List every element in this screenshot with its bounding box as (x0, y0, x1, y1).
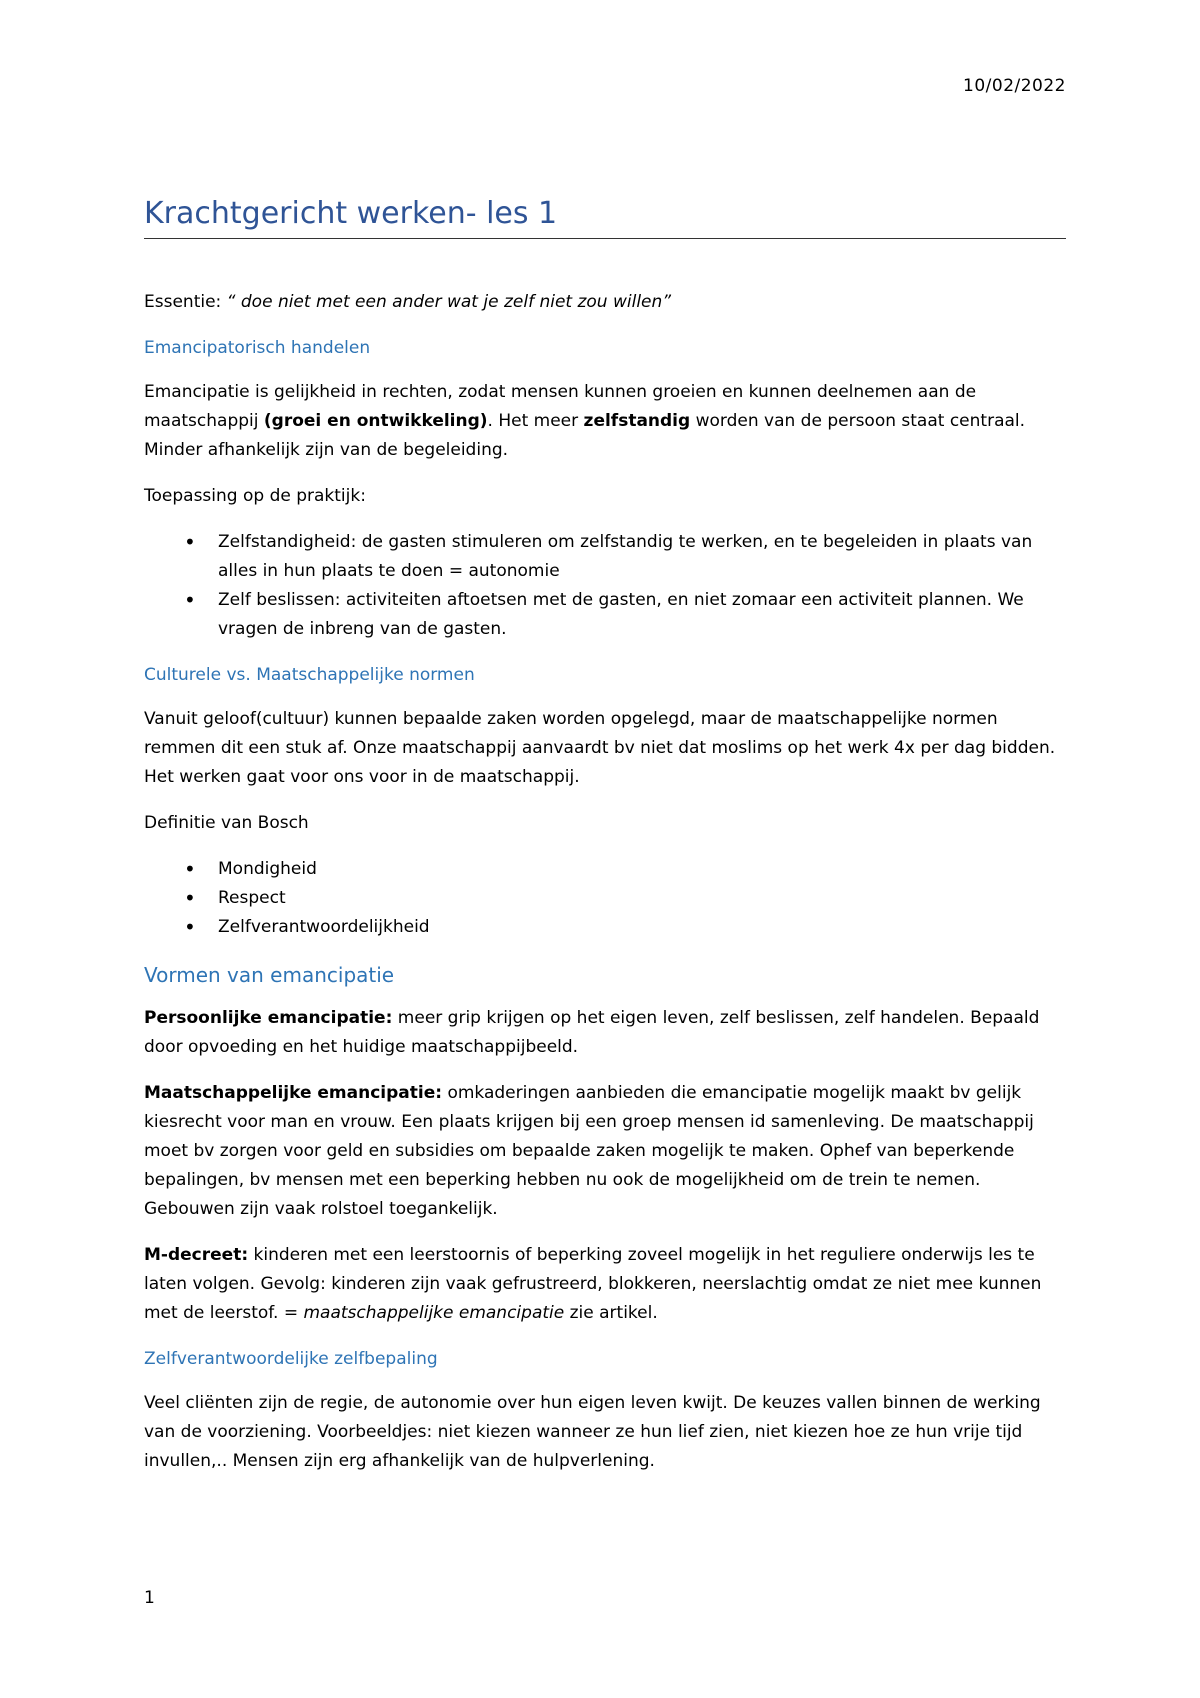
text-run: . Het meer (487, 411, 584, 431)
paragraph-persoonlijke-emancipatie (144, 1004, 1066, 1062)
page-title: Krachtgericht werken- les 1 (144, 196, 1066, 239)
text-run: Emancipatie is gelijkheid in rechten, zodat mensen kunnen groeien en kunnen deelnemen aan de maatschappij (144, 382, 977, 431)
heading-culturele-normen: Culturele vs. Maatschappelijke normen (144, 665, 475, 685)
text-run: kinderen met een leerstoornis of beperking zoveel mogelijk in het reguliere onderwijs les te laten volgen. Gevolg: kinderen zijn vaak gefrustreerd, blokkeren, neerslachtig omdat ze niet mee kunnen met de leerstof. = (144, 1245, 1042, 1323)
essentie-paragraph (144, 288, 1066, 317)
list-item: • Zelfverantwoordelijkheid (144, 913, 1066, 942)
italic-run: maatschappelijke emancipatie (303, 1303, 565, 1323)
text-run: worden van de persoon staat centraal. Minder afhankelijk zijn van de begeleiding. (144, 411, 1026, 460)
text-run: meer grip krijgen op het eigen leven, zelf beslissen, zelf handelen. Bepaald door opvoeding en het huidige maatschappijbeeld. (144, 1008, 1040, 1057)
paragraph-maatschappelijke-emancipatie (144, 1079, 1066, 1224)
paragraph-emancipatie (144, 378, 1066, 465)
paragraph-geloof: Vanuit geloof(cultuur) kunnen bepaalde zaken worden opgelegd, maar de maatschappelijke normen remmen dit een stuk af. Onze maatschappij aanvaardt bv niet dat moslims op het werk 4x per dag bidden. Het werken gaat voor ons voor in de maatschappij. (144, 709, 1056, 787)
paragraph-definitie: Definitie van Bosch (144, 813, 309, 833)
list-item: • Zelfstandigheid: de gasten stimuleren om zelfstandig te werken, en te begeleiden in plaats van alles in hun plaats te doen = autonomie (144, 528, 1066, 586)
essentie-label: Essentie: (144, 292, 227, 312)
bold-run: (groei en ontwikkeling) (263, 411, 488, 431)
essentie-quote: “ doe niet met een ander wat je zelf niet zou willen” (226, 292, 672, 312)
bullet-list-toepassing (144, 528, 1066, 644)
list-item: • Zelf beslissen: activiteiten aftoetsen met de gasten, en niet zomaar een activiteit plannen. We vragen de inbreng van de gasten. (144, 586, 1066, 644)
bold-run: Maatschappelijke emancipatie: (144, 1083, 443, 1103)
list-item: • Mondigheid (144, 855, 1066, 884)
page-number: 1 (144, 1588, 155, 1608)
bold-run: Persoonlijke emancipatie: (144, 1008, 393, 1028)
text-run: zie artikel. (564, 1303, 658, 1323)
heading-zelfverantwoordelijke-zelfbepaling: Zelfverantwoordelijke zelfbepaling (144, 1349, 438, 1369)
document-body (144, 288, 1066, 1493)
bold-run: zelfstandig (583, 411, 691, 431)
text-run: omkaderingen aanbieden die emancipatie mogelijk maakt bv gelijk kiesrecht voor man en vrouw. Een plaats krijgen bij een groep mensen id samenleving. De maatschappij moet bv zorgen voor geld en subsidies om bepaalde zaken mogelijk te maken. Ophef van beperkende bepalingen, bv mensen met een beperking hebben nu ook de mogelijkheid om de trein te nemen. Gebouwen zijn vaak rolstoel toegankelijk. (144, 1083, 1034, 1219)
bold-run: M-decreet: (144, 1245, 249, 1265)
paragraph-clienten: Veel cliënten zijn de regie, de autonomie over hun eigen leven kwijt. De keuzes vallen binnen de werking van de voorziening. Voorbeeldjes: niet kiezen wanneer ze hun lief zien, niet kiezen hoe ze hun vrije tijd invullen,.. Mensen zijn erg afhankelijk van de hulpverlening. (144, 1393, 1041, 1471)
list-item: • Respect (144, 884, 1066, 913)
bullet-list-definitie (144, 855, 1066, 942)
heading-emancipatorisch-handelen: Emancipatorisch handelen (144, 338, 371, 358)
heading-vormen-van-emancipatie: Vormen van emancipatie (144, 963, 395, 987)
header-date: 10/02/2022 (963, 76, 1066, 96)
paragraph-m-decreet (144, 1241, 1066, 1328)
paragraph-toepassing: Toepassing op de praktijk: (144, 486, 366, 506)
